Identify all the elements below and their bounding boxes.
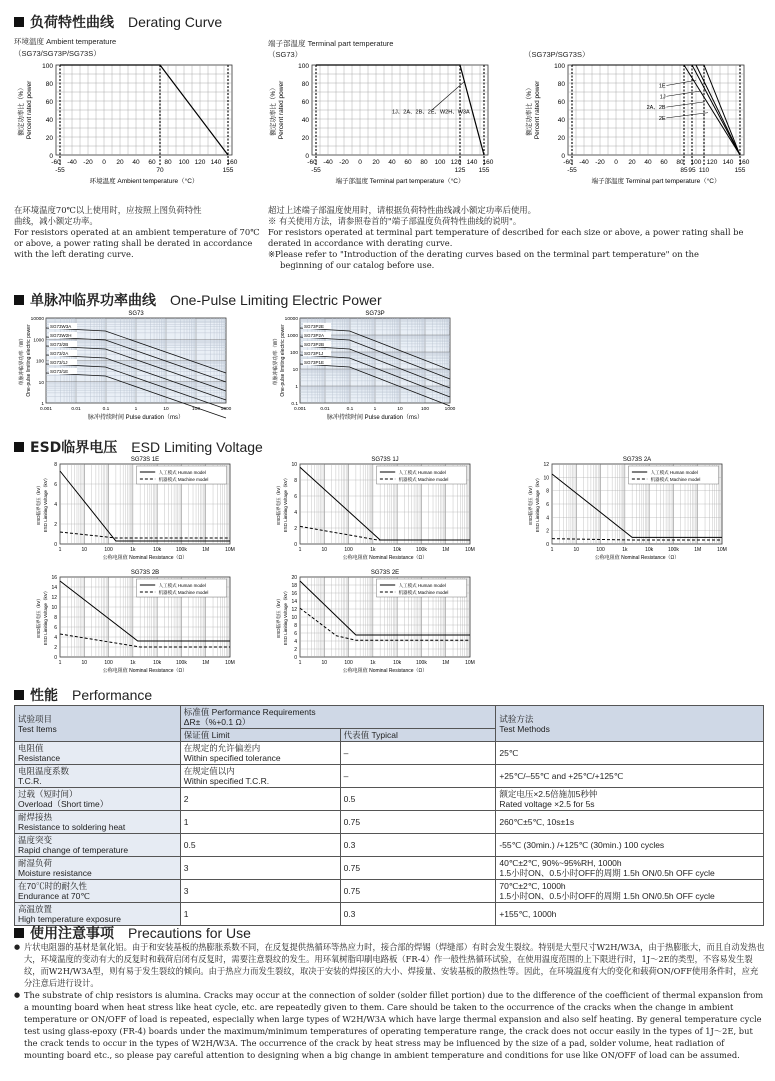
x-axis-label: 端子部温度 Terminal part temperature（°C）	[335, 178, 465, 185]
x-tick-label: 120	[706, 159, 718, 166]
header-test-methods: 试验方法 Test Methods	[496, 706, 764, 742]
x-tick-label: -40	[67, 159, 77, 166]
x-tick-label: 140	[722, 159, 734, 166]
y-tick-label: 60	[45, 99, 53, 106]
chart-title: SG73P	[365, 311, 385, 317]
x-tick-label: 1000	[444, 407, 456, 412]
x-tick-label: 1k	[622, 547, 628, 553]
x-tick-label: -20	[595, 159, 605, 166]
series-label: SG73/1J	[50, 360, 68, 365]
y-tick-label: 14	[51, 585, 57, 591]
y-tick-label: 0	[54, 655, 57, 661]
y-tick-label: 1000	[33, 338, 44, 344]
x-tick-label: -60	[563, 159, 573, 166]
x-tick-label: 10M	[465, 547, 475, 553]
x-tick-label: 100k	[668, 547, 679, 553]
series-label: SG73P2A	[304, 333, 325, 338]
esd-chart-1e	[30, 453, 240, 565]
y-axis-label-zh: 额定功率比（%）	[526, 84, 533, 136]
x-tick-label: -40	[579, 159, 589, 166]
x-tick-label: 100	[596, 547, 605, 553]
header-limit: 保证值 Limit	[180, 729, 340, 742]
y-tick-label: 40	[45, 117, 53, 124]
x-tick-label: 40	[388, 159, 396, 166]
x-tick-label: 0.001	[293, 407, 307, 412]
x-tick-label: 60	[148, 159, 156, 166]
header-test-items: 试验项目 Test Items	[15, 706, 181, 742]
x-tick-label: 140	[210, 159, 222, 166]
x-mark-label: 155	[478, 167, 490, 174]
series-label: SG73P2B	[304, 342, 325, 347]
x-tick-label: -20	[83, 159, 93, 166]
pulse-chart-sg73p	[268, 308, 468, 433]
x-tick-label: 100	[344, 547, 353, 553]
x-tick-label: 100	[420, 407, 430, 412]
x-tick-label: -20	[339, 159, 349, 166]
derating-chart-2	[266, 60, 496, 200]
y-tick-label: 4	[294, 510, 297, 516]
x-tick-label: 1	[298, 660, 302, 666]
x-tick-label: 100k	[176, 547, 187, 553]
header-requirements: 标准值 Performance Requirements ΔR±（%+0.1 Ω）	[180, 706, 496, 729]
x-tick-label: 1	[373, 407, 377, 412]
x-tick-label: 0.1	[346, 407, 354, 412]
x-tick-label: 40	[644, 159, 652, 166]
x-tick-label: 0	[358, 159, 362, 166]
x-tick-label: 120	[450, 159, 462, 166]
legend-human-label: 人工模式 Human model	[158, 470, 206, 475]
series-label: 1E	[658, 83, 666, 90]
y-tick-label: 10	[292, 368, 298, 373]
x-tick-label: 10k	[153, 660, 162, 666]
y-tick-label: 20	[291, 575, 297, 581]
y-tick-label: 10000	[284, 317, 298, 322]
y-axis-label-zh: 单脉冲临界功率（W）	[273, 335, 279, 386]
x-tick-label: 100	[178, 159, 190, 166]
y-tick-label: 8	[54, 462, 57, 468]
legend-machine-label: 机器模式 Machine model	[650, 477, 701, 482]
section-square-icon	[14, 295, 24, 305]
x-tick-label: 100	[104, 660, 113, 666]
table-row: 高温放置 High temperature exposure 1 0.3 +155℃, 1000h	[15, 903, 764, 926]
performance-section-title: 性能 Performance	[14, 685, 152, 705]
y-tick-label: 16	[291, 591, 297, 597]
legend-human-label: 人工模式 Human model	[398, 470, 446, 475]
legend-machine-label: 机器模式 Machine model	[398, 477, 449, 482]
x-tick-label: 10	[397, 407, 403, 412]
precautions-text	[14, 941, 766, 1061]
y-axis-label-zh: ESD临界电压（kV）	[36, 483, 41, 525]
x-tick-label: 160	[482, 159, 494, 166]
x-tick-label: 10	[321, 660, 328, 666]
x-tick-label: 80	[164, 159, 172, 166]
legend-machine-label: 机器模式 Machine model	[158, 590, 209, 595]
chart-title: SG73S 1J	[371, 457, 399, 463]
series-label: 1J	[659, 94, 666, 101]
y-tick-label: 6	[54, 482, 57, 488]
x-tick-label: 0.001	[39, 407, 53, 412]
series-label: SG73P2E	[304, 324, 325, 329]
derating-c1-label: 环境温度 Ambient temperature	[14, 37, 117, 46]
x-axis-label: 公称电阻值 Nominal Resistance（Ω）	[342, 668, 428, 674]
x-tick-label: 10M	[225, 547, 235, 553]
y-tick-label: 10	[291, 462, 297, 468]
precaution-zh: ● 片状电阻器的基材是氧化铝。由于和安装基板的热膨胀系数不同，在反复提供热循环等热应力时，接合部的焊锡（焊缝部）有时会发生裂纹。特别是大型尺寸W2H/W3A，由于热膨胀大，而且自动发热也大，环境温度的变动有大的反复时和载荷启闭有反复时，需要注意裂纹的发生。用环氧树脂印刷电路板（FR-4）作一般性热循环试验，在使用温度范围的上下限进行时，1J～2E的类型，不容易发生裂纹，而W2H/W3A型，则有易于发生裂纹的倾向。由于热应力而发生裂纹，取决于安装的焊接区的大小、焊接量、安装基板的散热性等。因此，在环境温度有大的变化和载荷ON/OFF使用条件时，应充分注意后进行设计。	[14, 941, 766, 989]
y-axis-label-en: Percent rated power	[26, 80, 33, 140]
x-mark-label: 110	[698, 167, 710, 174]
series-label: SG73/2B	[50, 342, 69, 347]
pulse-chart-sg73	[14, 308, 234, 433]
y-axis-label-en: ESD Limiting Voltage（kV）	[43, 588, 48, 646]
y-tick-label: 6	[54, 625, 57, 631]
x-tick-label: 10	[573, 547, 580, 553]
y-tick-label: 2	[54, 645, 57, 651]
x-tick-label: 10k	[645, 547, 654, 553]
y-tick-label: 40	[301, 117, 309, 124]
y-tick-label: 60	[301, 99, 309, 106]
table-row: 过载（短时间） Overload（Short time） 2 0.5 额定电压×2.5倍施加5秒钟 Rated voltage ×2.5 for 5s	[15, 788, 764, 811]
y-tick-label: 0	[49, 153, 53, 160]
chart-title: SG73S 1E	[130, 457, 160, 463]
y-tick-label: 0	[54, 542, 57, 548]
x-axis-label: 脉冲持续时间 Pulse duration（ms）	[87, 415, 185, 421]
table-row: 在70℃时的耐久性 Endurance at 70℃ 3 0.75 70℃±2℃, 1000h 1.5小时ON、0.5小时OFF的周期 1.5h ON/0.5h OFF cycle	[15, 880, 764, 903]
x-tick-label: 1	[298, 547, 302, 553]
x-tick-label: 10	[81, 660, 88, 666]
y-tick-label: 1000	[287, 334, 298, 339]
y-tick-label: 0	[305, 153, 309, 160]
y-tick-label: 100	[35, 359, 44, 365]
legend-human-label: 人工模式 Human model	[398, 583, 446, 588]
x-tick-label: 1M	[202, 547, 210, 553]
performance-table	[14, 705, 764, 926]
table-row: 电阻温度系数 T.C.R. 在规定值以内 Within specified T.C.R. – +25℃/–55℃ and +25℃/+125℃	[15, 765, 764, 788]
series-label: SG73/2A	[50, 351, 69, 356]
y-tick-label: 1	[295, 385, 298, 390]
x-tick-label: 140	[466, 159, 478, 166]
y-tick-label: 18	[291, 583, 297, 589]
x-tick-label: 60	[404, 159, 412, 166]
x-tick-label: 1	[134, 407, 138, 412]
x-mark-label: 95	[688, 167, 696, 174]
y-tick-label: 0	[294, 542, 297, 548]
x-tick-label: 100k	[416, 660, 427, 666]
x-tick-label: 100	[690, 159, 702, 166]
x-tick-label: -60	[51, 159, 61, 166]
y-tick-label: 0	[546, 542, 549, 548]
y-tick-label: 60	[557, 99, 565, 106]
y-tick-label: 20	[45, 135, 53, 142]
y-tick-label: 10000	[30, 317, 44, 322]
x-tick-label: 80	[676, 159, 684, 166]
y-tick-label: 6	[294, 494, 297, 500]
section-square-icon	[14, 442, 24, 452]
series-label: 2E	[658, 115, 666, 122]
derating-c1-models: （SG73/SG73P/SG73S）	[14, 49, 101, 58]
section-square-icon	[14, 690, 24, 700]
x-tick-label: 0.1	[102, 407, 110, 412]
y-tick-label: 10	[543, 475, 549, 482]
y-tick-label: 8	[294, 623, 297, 629]
series-label: SG73/1E	[50, 369, 69, 374]
y-axis-label-zh: 单脉冲临界功率（W）	[19, 335, 25, 386]
y-tick-label: 4	[54, 635, 57, 641]
x-tick-label: 100	[434, 159, 446, 166]
x-mark-label: 125	[454, 167, 466, 174]
x-tick-label: 10k	[153, 547, 162, 553]
x-mark-label: -55	[55, 167, 65, 174]
legend-human-label: 人工模式 Human model	[158, 583, 206, 588]
y-axis-label-zh: 额定功率比（%）	[18, 84, 25, 136]
section-square-icon	[14, 928, 24, 938]
x-tick-label: 20	[628, 159, 636, 166]
precautions-section-title: 使用注意事项 Precautions for Use	[14, 923, 251, 943]
legend-human-label: 人工模式 Human model	[650, 470, 698, 475]
derating-c3-models: （SG73P/SG73S）	[524, 50, 590, 59]
y-tick-label: 10	[38, 380, 44, 386]
x-tick-label: -60	[307, 159, 317, 166]
esd-section-title: ESD临界电压 ESD Limiting Voltage	[14, 437, 263, 457]
x-tick-label: 10k	[393, 660, 402, 666]
derating-c2-label: 端子部温度 Terminal part temperature	[268, 39, 394, 48]
y-axis-label-en: Percent rated power	[278, 80, 285, 140]
x-tick-label: 10k	[393, 547, 402, 553]
esd-chart-2a	[522, 453, 732, 565]
x-tick-label: 10	[321, 547, 328, 553]
y-tick-label: 40	[557, 117, 565, 124]
x-tick-label: 1k	[370, 547, 376, 553]
x-mark-label: 85	[680, 167, 688, 174]
x-tick-label: 100	[191, 407, 201, 412]
y-axis-label-en: One-pulse limiting electric power	[26, 324, 32, 397]
series-label: SG73P1E	[304, 360, 325, 365]
y-axis-label-en: Percent rated power	[534, 80, 541, 140]
x-axis-label: 公称电阻值 Nominal Resistance（Ω）	[102, 555, 188, 561]
y-tick-label: 2	[294, 647, 297, 653]
y-tick-label: 100	[289, 351, 298, 356]
y-axis-label-en: One-pulse limiting electric power	[280, 324, 286, 397]
x-mark-label: 155	[222, 167, 234, 174]
y-tick-label: 4	[54, 502, 57, 508]
y-tick-label: 8	[54, 615, 57, 621]
y-axis-label-zh: ESD临界电压（kV）	[528, 483, 533, 525]
x-tick-label: 100	[344, 660, 353, 666]
y-tick-label: 20	[301, 135, 309, 142]
y-tick-label: 12	[51, 595, 57, 601]
y-tick-label: 12	[291, 607, 297, 613]
table-row: 电阻值 Resistance 在规定的允许偏差内 Within specified tolerance – 25℃	[15, 742, 764, 765]
chart-title: SG73	[128, 311, 144, 317]
x-tick-label: 1M	[442, 547, 450, 553]
y-tick-label: 16	[51, 575, 57, 581]
annotation-label: 1J、2A、2B、2E、W2H、W3A	[392, 109, 470, 116]
y-axis-label-en: ESD Limiting Voltage（kV）	[283, 588, 288, 646]
y-tick-label: 20	[557, 135, 565, 142]
x-tick-label: 1	[550, 547, 554, 553]
x-axis-label: 端子部温度 Terminal part temperature（°C）	[591, 178, 721, 185]
y-tick-label: 0.1	[291, 402, 298, 407]
x-tick-label: 0.01	[320, 407, 330, 412]
x-tick-label: 80	[420, 159, 428, 166]
derating-section-title: 负荷特性曲线 Derating Curve	[14, 12, 222, 32]
y-tick-label: 80	[45, 81, 53, 88]
x-tick-label: 40	[132, 159, 140, 166]
x-tick-label: 100k	[416, 547, 427, 553]
y-axis-label-en: ESD Limiting Voltage（kV）	[535, 475, 540, 533]
y-tick-label: 8	[546, 488, 549, 495]
y-tick-label: 14	[291, 599, 297, 605]
x-tick-label: 10M	[717, 547, 727, 553]
y-tick-label: 2	[54, 522, 57, 528]
x-tick-label: 1k	[130, 547, 136, 553]
x-tick-label: 0	[102, 159, 106, 166]
esd-chart-2b	[30, 566, 240, 678]
x-tick-label: 10M	[465, 660, 475, 666]
chart-title: SG73S 2A	[622, 457, 652, 463]
x-mark-label: 155	[734, 167, 746, 174]
header-typical: 代表值 Typical	[340, 729, 496, 742]
y-tick-label: 4	[546, 515, 549, 522]
x-tick-label: -40	[323, 159, 333, 166]
x-tick-label: 160	[738, 159, 750, 166]
x-axis-label: 环境温度 Ambient temperature（°C）	[89, 178, 199, 185]
y-axis-label-en: ESD Limiting Voltage（kV）	[43, 475, 48, 533]
y-tick-label: 100	[42, 63, 53, 70]
x-tick-label: 100k	[176, 660, 187, 666]
derating-c2-models: （SG73）	[268, 50, 303, 59]
y-tick-label: 80	[301, 81, 309, 88]
x-axis-label: 公称电阻值 Nominal Resistance（Ω）	[102, 668, 188, 674]
x-tick-label: 100	[104, 547, 113, 553]
legend-machine-label: 机器模式 Machine model	[158, 477, 209, 482]
derating-chart-1	[14, 60, 244, 195]
x-tick-label: 1M	[202, 660, 210, 666]
derating-note-right: 超过上述端子部温度使用时，请根据负荷特性曲线减小额定功率后使用。 ※ 有关使用方法，请参照卷首的"端子部温度负荷特性曲线的说明"。 For resistors operated at terminal part temperature of described for each size or above, a power rating shall be derated in accordance with derating curve. ※Please refer to "Introduction of the derating curves based on the terminal part temperature" on the beginning of our catalog before use.	[268, 205, 744, 270]
y-tick-label: 100	[298, 63, 309, 70]
derating-note-left: 在环境温度70℃以上使用时，应按照上图负荷特性 曲线，减小额定功率。 For resistors operated at an ambient temperature of 70℃ or above, a power rating shall be derated in accordance with the left derating curve.	[14, 205, 260, 259]
y-tick-label: 2	[546, 528, 549, 535]
x-tick-label: 1	[58, 547, 62, 553]
series-label: SG73W2H	[50, 333, 72, 338]
derating-chart-3	[522, 60, 762, 200]
x-tick-label: 0	[614, 159, 618, 166]
x-tick-label: 1000	[220, 407, 232, 412]
esd-chart-2e	[270, 566, 480, 678]
y-tick-label: 6	[546, 502, 549, 508]
x-tick-label: 120	[194, 159, 206, 166]
y-axis-label-zh: ESD临界电压（kV）	[36, 596, 41, 638]
table-row: 耐湿负荷 Moisture resistance 3 0.75 40℃±2℃, 90%~95%RH, 1000h 1.5小时ON、0.5小时OFF的周期 1.5h ON/0.5h OFF cycle	[15, 857, 764, 880]
table-row: 温度突变 Rapid change of temperature 0.5 0.3 -55℃ (30min.) /+125℃ (30min.) 100 cycles	[15, 834, 764, 857]
section-square-icon	[14, 17, 24, 27]
esd-chart-1j	[270, 453, 480, 565]
pulse-section-title: 单脉冲临界功率曲线 One-Pulse Limiting Electric Power	[14, 290, 382, 310]
series-label: 2A、2B	[646, 105, 666, 112]
x-tick-label: 1k	[370, 660, 376, 666]
y-tick-label: 8	[294, 478, 297, 484]
y-tick-label: 6	[294, 631, 297, 637]
chart-title: SG73S 2E	[370, 570, 400, 576]
x-tick-label: 10	[81, 547, 88, 553]
y-tick-label: 10	[291, 615, 297, 621]
x-axis-label: 脉冲持续时间 Pulse duration（ms）	[326, 415, 424, 421]
x-tick-label: 20	[116, 159, 124, 166]
y-tick-label: 12	[543, 462, 549, 468]
y-axis-label-zh: ESD临界电压（kV）	[276, 596, 281, 638]
x-tick-label: 60	[660, 159, 668, 166]
x-axis-label: 公称电阻值 Nominal Resistance（Ω）	[342, 555, 428, 561]
table-header-row	[15, 706, 764, 729]
y-tick-label: 4	[294, 639, 297, 645]
x-tick-label: 20	[372, 159, 380, 166]
precaution-en: ● The substrate of chip resistors is alumina. Cracks may occur at the connection of solder (solder fillet portion) due to the difference of the coefficient of thermal expansion from a mounting board when heat stress like heat cycle, etc. are repeatedly given to them. Care should be taken to the occurrence of the cracks when the change in ambient temperature or ON/OFF of load is repeated, especially when large types of W2H/W3A which have large thermal expansion and also self heating. By general temperature cycle test using glass-epoxy (FR-4) boards under the maximum/minimum temperatures of operating temperature range, the crack does not occur easily in the types of 1J～2E, but the crack tends to occur in the types of W2H/W3A. The occurrence of the crack by heat stress may be influenced by the size of a pad, solder volume, heat radiation of mounting board etc., so please pay careful attention to designing when a big change in ambient temperature and conditions for use like ON/OFF of load can be assumed.	[14, 989, 766, 1061]
table-row: 耐焊接热 Resistance to soldering heat 1 0.75 260℃±5℃, 10s±1s	[15, 811, 764, 834]
y-axis-label-zh: ESD临界电压（kV）	[276, 483, 281, 525]
x-tick-label: 160	[226, 159, 238, 166]
y-tick-label: 80	[557, 81, 565, 88]
x-tick-label: 10	[163, 407, 169, 412]
x-axis-label: 公称电阻值 Nominal Resistance（Ω）	[594, 555, 680, 561]
x-mark-label: 70	[156, 167, 164, 174]
y-axis-label-zh: 额定功率比（%）	[270, 84, 277, 136]
y-tick-label: 0	[294, 655, 297, 661]
y-tick-label: 10	[51, 605, 57, 611]
y-tick-label: 1	[41, 402, 44, 407]
x-tick-label: 1k	[130, 660, 136, 666]
y-tick-label: 100	[554, 63, 565, 70]
series-label: SG73W3A	[50, 324, 72, 329]
x-mark-label: -55	[567, 167, 577, 174]
x-tick-label: 1M	[442, 660, 450, 666]
x-tick-label: 1	[58, 660, 62, 666]
x-tick-label: 10M	[225, 660, 235, 666]
y-axis-label-en: ESD Limiting Voltage（kV）	[283, 475, 288, 533]
series-label: SG73P1J	[304, 351, 324, 356]
legend-machine-label: 机器模式 Machine model	[398, 590, 449, 595]
chart-title: SG73S 2B	[130, 570, 160, 576]
y-tick-label: 0	[561, 153, 565, 160]
x-tick-label: 1M	[694, 547, 702, 553]
x-tick-label: 0.01	[71, 407, 81, 412]
x-mark-label: -55	[311, 167, 321, 174]
y-tick-label: 2	[294, 526, 297, 532]
